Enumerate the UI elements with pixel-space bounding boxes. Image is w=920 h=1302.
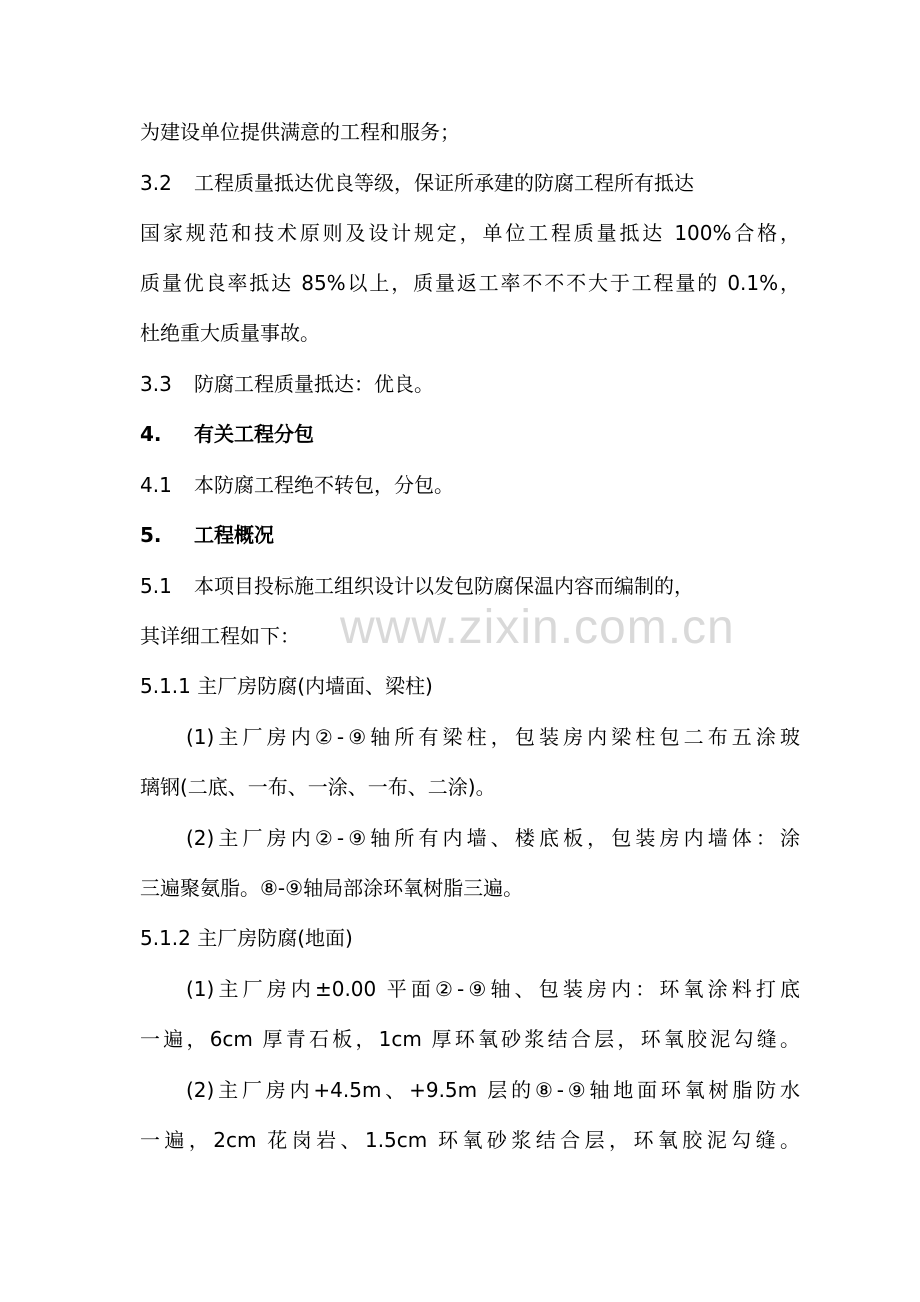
section-5-1-line <box>140 568 800 604</box>
paragraph-line: 一遍，6cm 厚青石板，1cm 厚环氧砂浆结合层，环氧胶泥勾缝。 <box>140 1027 800 1051</box>
subsection-heading-5-1-2: 5.1.2 主厂房防腐(地面) <box>140 926 353 950</box>
paragraph-line: 一遍，2cm 花岗岩、1.5cm 环氧砂浆结合层，环氧胶泥勾缝。 <box>140 1128 800 1152</box>
section-3-3-line <box>140 366 800 402</box>
section-3-2-line <box>140 165 800 201</box>
heading-5 <box>140 517 800 553</box>
paragraph-line: 质量优良率抵达 85%以上，质量返工率不不不大于工程量的 0.1%， <box>140 271 800 295</box>
section-number: 3.2 <box>140 171 172 195</box>
heading-number: 5. <box>140 523 162 547</box>
watermark: www.zixin.com.cn <box>340 601 735 654</box>
paragraph-line: 国家规范和技术原则及设计规定，单位工程质量抵达 100%合格， <box>140 221 800 245</box>
subsection-heading-5-1-1: 5.1.1 主厂房防腐(内墙面、梁柱) <box>140 674 433 698</box>
section-text: 防腐工程质量抵达：优良。 <box>194 372 434 396</box>
section-number: 5.1 <box>140 574 172 598</box>
paragraph-line: 杜绝重大质量事故。 <box>140 321 320 345</box>
paragraph-line: (1)主厂房内②-⑨轴所有梁柱，包装房内梁柱包二布五涂玻 <box>186 725 800 749</box>
heading-text: 有关工程分包 <box>194 422 314 446</box>
paragraph-line: 其详细工程如下： <box>140 624 300 648</box>
paragraph-line: 为建设单位提供满意的工程和服务； <box>140 120 460 144</box>
heading-number: 4. <box>140 422 162 446</box>
heading-4 <box>140 416 800 452</box>
paragraph-line: (2)主厂房内②-⑨轴所有内墙、楼底板，包装房内墙体：涂 <box>186 826 800 850</box>
section-number: 3.3 <box>140 372 172 396</box>
paragraph-line: 三遍聚氨脂。⑧-⑨轴局部涂环氧树脂三遍。 <box>140 876 524 900</box>
section-text: 本防腐工程绝不转包，分包。 <box>194 473 454 497</box>
paragraph-line: 璃钢(二底、一布、一涂、一布、二涂)。 <box>140 775 496 799</box>
section-text: 本项目投标施工组织设计以发包防腐保温内容而编制的， <box>194 574 694 598</box>
paragraph-line: (1)主厂房内±0.00 平面②-⑨轴、包装房内：环氧涂料打底 <box>186 977 800 1001</box>
section-text: 工程质量抵达优良等级，保证所承建的防腐工程所有抵达 <box>194 171 694 195</box>
section-4-1-line <box>140 467 800 503</box>
paragraph-line: (2)主厂房内+4.5m、+9.5m 层的⑧-⑨轴地面环氧树脂防水 <box>186 1078 800 1102</box>
section-number: 4.1 <box>140 473 172 497</box>
heading-text: 工程概况 <box>194 523 274 547</box>
